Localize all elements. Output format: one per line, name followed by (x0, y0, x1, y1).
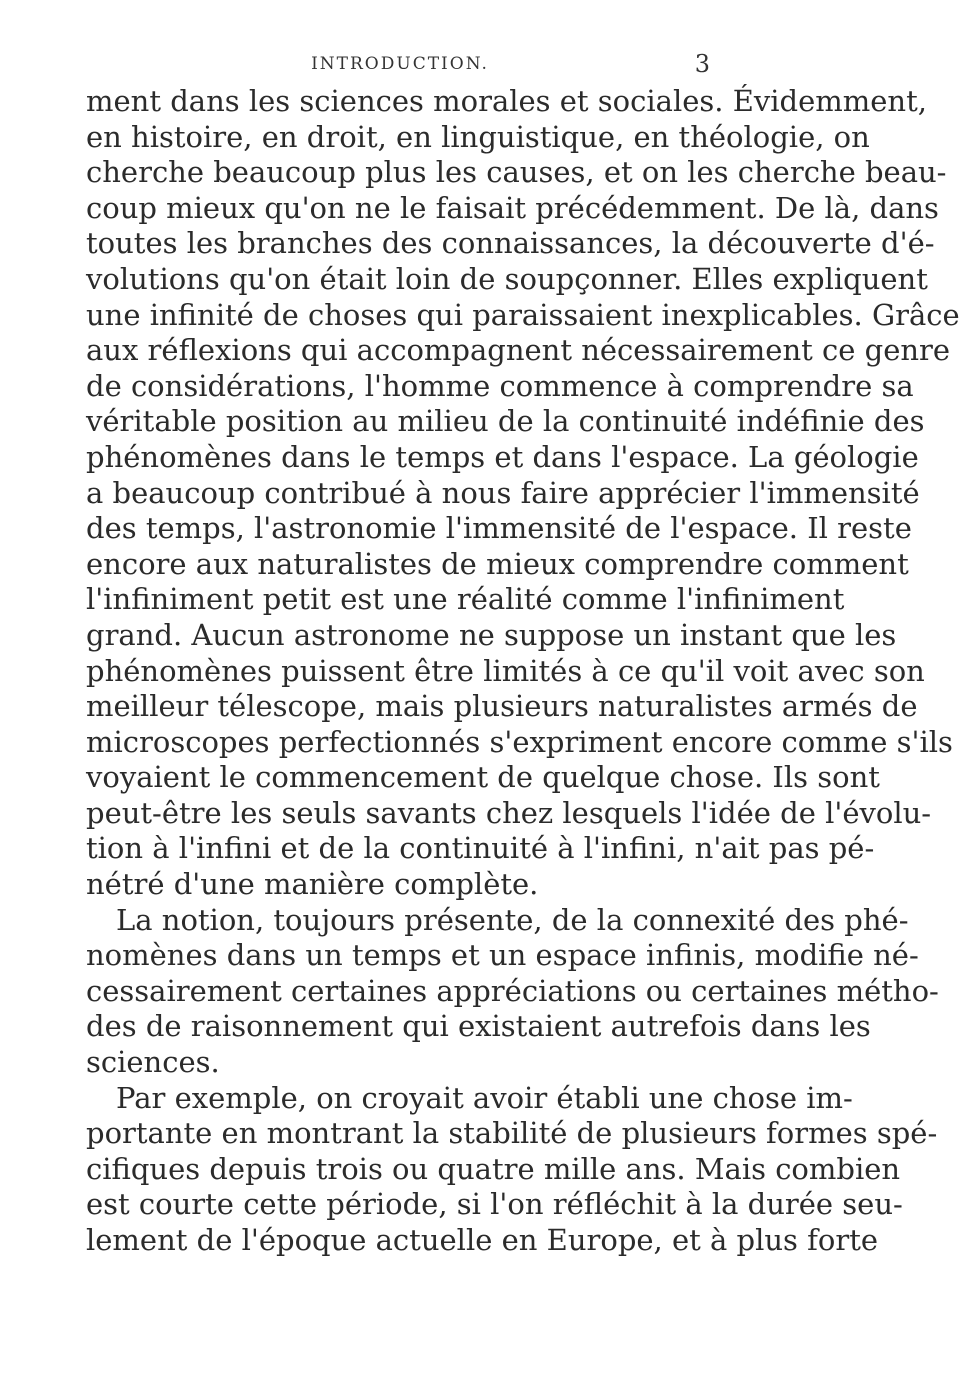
text-line: cessairement certaines appréciations ou certaines métho- (86, 973, 939, 1008)
running-header (0, 50, 800, 84)
text-line: phénomènes dans le temps et dans l'espace. La géologie (86, 439, 919, 474)
text-line: en histoire, en droit, en linguistique, en théologie, on (86, 119, 870, 154)
text-line: a beaucoup contribué à nous faire apprécier l'immensité (86, 475, 920, 510)
text-line: tion à l'infini et de la continuité à l'infini, n'ait pas pé- (86, 831, 875, 866)
text-line: nomènes dans un temps et un espace infinis, modifie né- (86, 938, 919, 973)
text-line: Par exemple, on croyait avoir établi une chose im- (116, 1080, 853, 1115)
text-line: phénomènes puissent être limités à ce qu'il voit avec son (86, 653, 925, 688)
paragraph (86, 902, 939, 1081)
text-line: est courte cette période, si l'on réfléchit à la durée seu- (86, 1187, 903, 1222)
text-line: La notion, toujours présente, de la connexité des phé- (116, 902, 909, 937)
text-line: aux réflexions qui accompagnent nécessairement ce genre (86, 333, 951, 368)
text-line: ment dans les sciences morales et sociales. Évidemment, (86, 84, 927, 118)
text-line: microscopes perfectionnés s'expriment encore comme s'ils (86, 724, 953, 759)
running-title: INTRODUCTION. (311, 54, 489, 74)
text-line: sciences. (86, 1045, 220, 1080)
text-line: des temps, l'astronomie l'immensité de l'espace. Il reste (86, 511, 912, 546)
paragraph (86, 84, 960, 903)
text-line: toutes les branches des connaissances, la découverte d'é- (86, 226, 935, 261)
text-line: grand. Aucun astronome ne suppose un instant que les (86, 617, 897, 652)
text-line: des de raisonnement qui existaient autrefois dans les (86, 1009, 871, 1044)
text-line: nétré d'une manière complète. (86, 867, 539, 902)
paragraph (86, 1080, 938, 1259)
text-line: meilleur télescope, mais plusieurs naturalistes armés de (86, 689, 918, 724)
page-number: 3 (694, 50, 710, 78)
text-line: volutions qu'on était loin de soupçonner. Elles expliquent (86, 261, 928, 296)
text-line: peut-être les seuls savants chez lesquels l'idée de l'évolu- (86, 795, 932, 830)
text-line: lement de l'époque actuelle en Europe, et à plus forte (86, 1223, 879, 1257)
text-line: cherche beaucoup plus les causes, et on les cherche beau- (86, 155, 947, 190)
body-text (86, 84, 960, 1259)
text-line: portante en montrant la stabilité de plusieurs formes spé- (86, 1116, 938, 1151)
text-line: véritable position au milieu de la continuité indéfinie des (86, 404, 925, 439)
text-line: l'infiniment petit est une réalité comme l'infiniment (86, 582, 845, 617)
text-line: encore aux naturalistes de mieux comprendre comment (86, 546, 909, 581)
text-line: cifiques depuis trois ou quatre mille ans. Mais combien (86, 1151, 901, 1186)
text-line: voyaient le commencement de quelque chose. Ils sont (86, 760, 880, 795)
text-line: de considérations, l'homme commence à comprendre sa (86, 368, 914, 403)
text-line: coup mieux qu'on ne le faisait précédemment. De là, dans (86, 190, 939, 225)
text-line: une infinité de choses qui paraissaient inexplicables. Grâce (86, 297, 960, 332)
